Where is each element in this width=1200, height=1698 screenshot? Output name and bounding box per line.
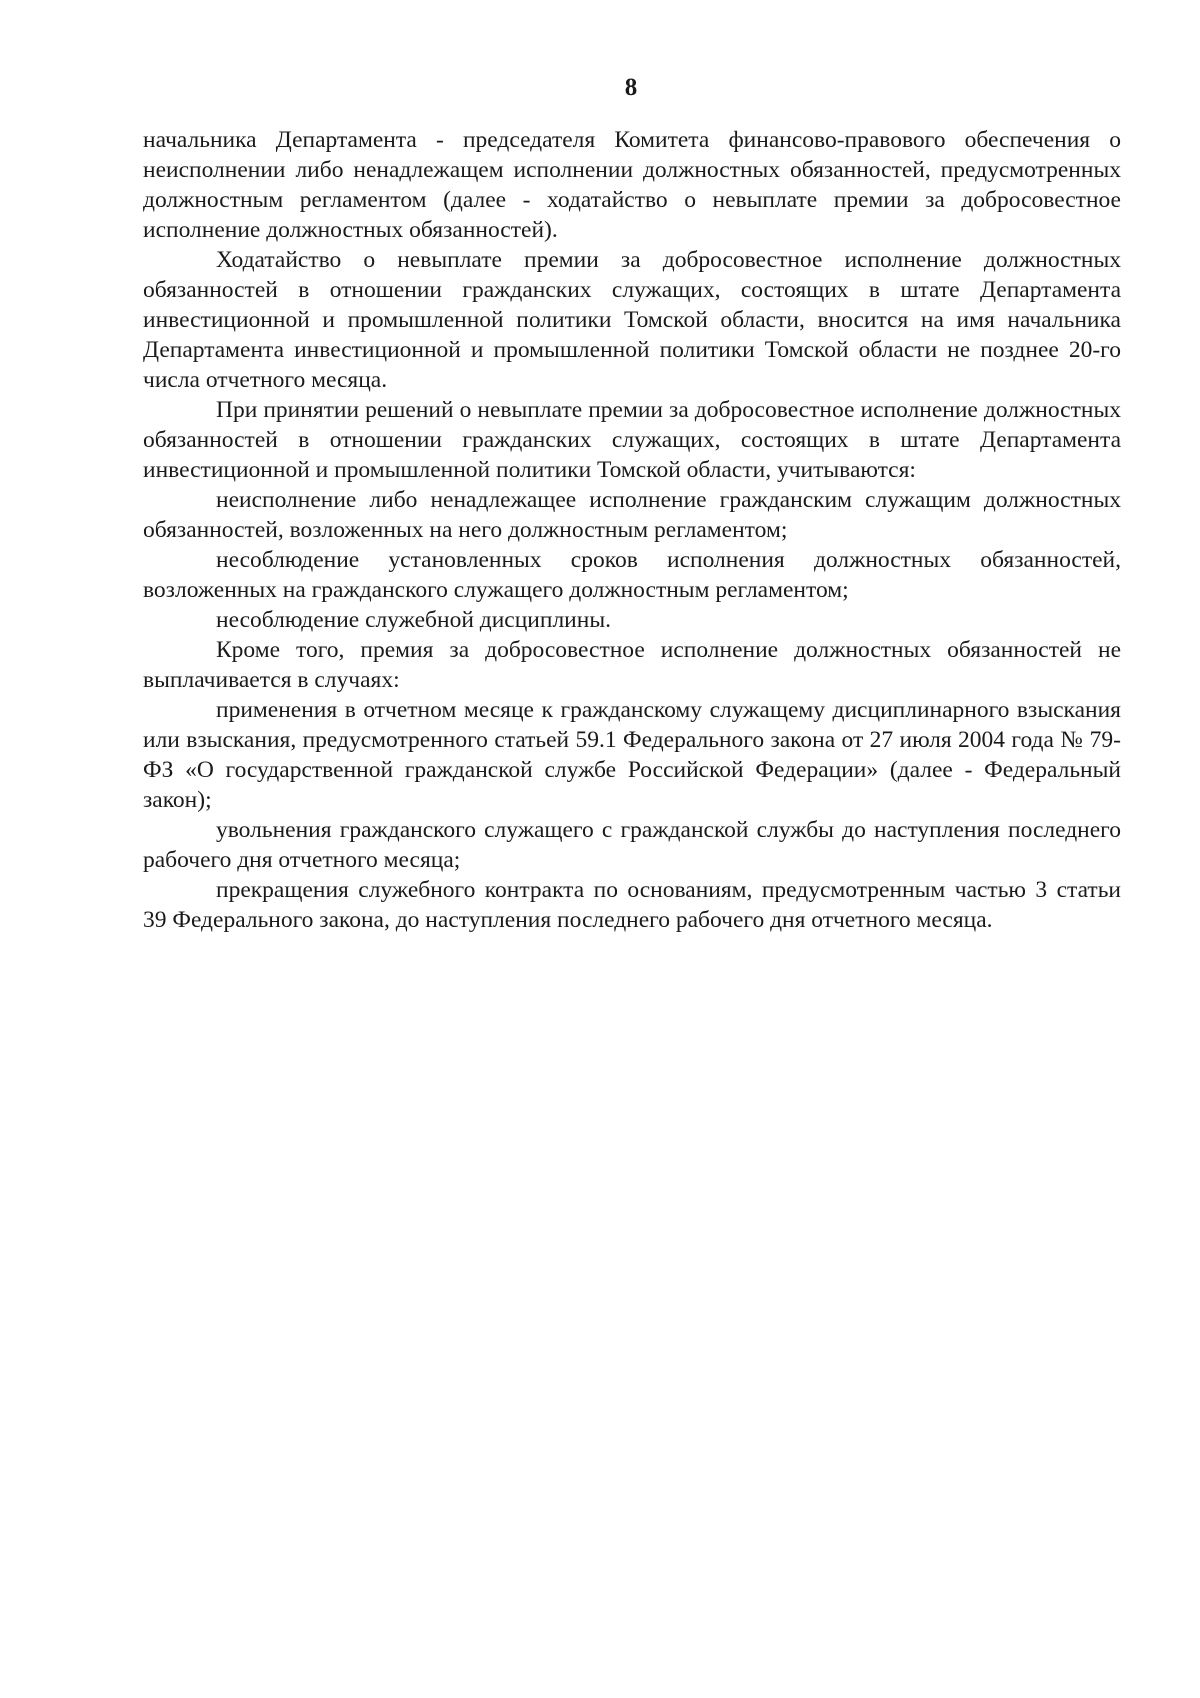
paragraph: прекращения служебного контракта по основаниям, предусмотренным частью 3 статьи 39 Федерального закона, до наступления последнего рабочего дня отчетного месяца. xyxy=(143,877,1121,933)
paragraph: При принятии решений о невыплате премии за добросовестное исполнение должностных обязанностей в отношении гражданских служащих, состоящих в штате Департамента инвестиционной и промышленной политики Томской области, учитываются: xyxy=(143,397,1121,483)
document-body xyxy=(143,125,1121,935)
paragraph: несоблюдение служебной дисциплины. xyxy=(216,607,612,633)
paragraph: Кроме того, премия за добросовестное исполнение должностных обязанностей не выплачивается в случаях: xyxy=(143,637,1121,693)
paragraph: неисполнение либо ненадлежащее исполнение гражданским служащим должностных обязанностей, возложенных на него должностным регламентом; xyxy=(143,487,1121,543)
page-number: 8 xyxy=(624,74,638,101)
paragraph: увольнения гражданского служащего с гражданской службы до наступления последнего рабочего дня отчетного месяца; xyxy=(143,817,1121,873)
paragraph: применения в отчетном месяце к гражданскому служащему дисциплинарного взыскания или взыскания, предусмотренного статьей 59.1 Федерального закона от 27 июля 2004 года № 79-ФЗ «О государственной гражданской службе Российской Федерации» (далее - Федеральный закон); xyxy=(143,697,1121,813)
paragraph: начальника Департамента - председателя Комитета финансово-правового обеспечения о неисполнении либо ненадлежащем исполнении должностных обязанностей, предусмотренных должностным регламентом (далее - ходатайство о невыплате премии за добросовестное исполнение должностных обязанностей). xyxy=(143,127,1121,243)
paragraph: несоблюдение установленных сроков исполнения должностных обязанностей, возложенных на гражданского служащего должностным регламентом; xyxy=(143,547,1121,603)
paragraph: Ходатайство о невыплате премии за добросовестное исполнение должностных обязанностей в отношении гражданских служащих, состоящих в штате Департамента инвестиционной и промышленной политики Томской области, вносится на имя начальника Департамента инвестиционной и промышленной политики Томской области не позднее 20-го числа отчетного месяца. xyxy=(143,247,1121,393)
